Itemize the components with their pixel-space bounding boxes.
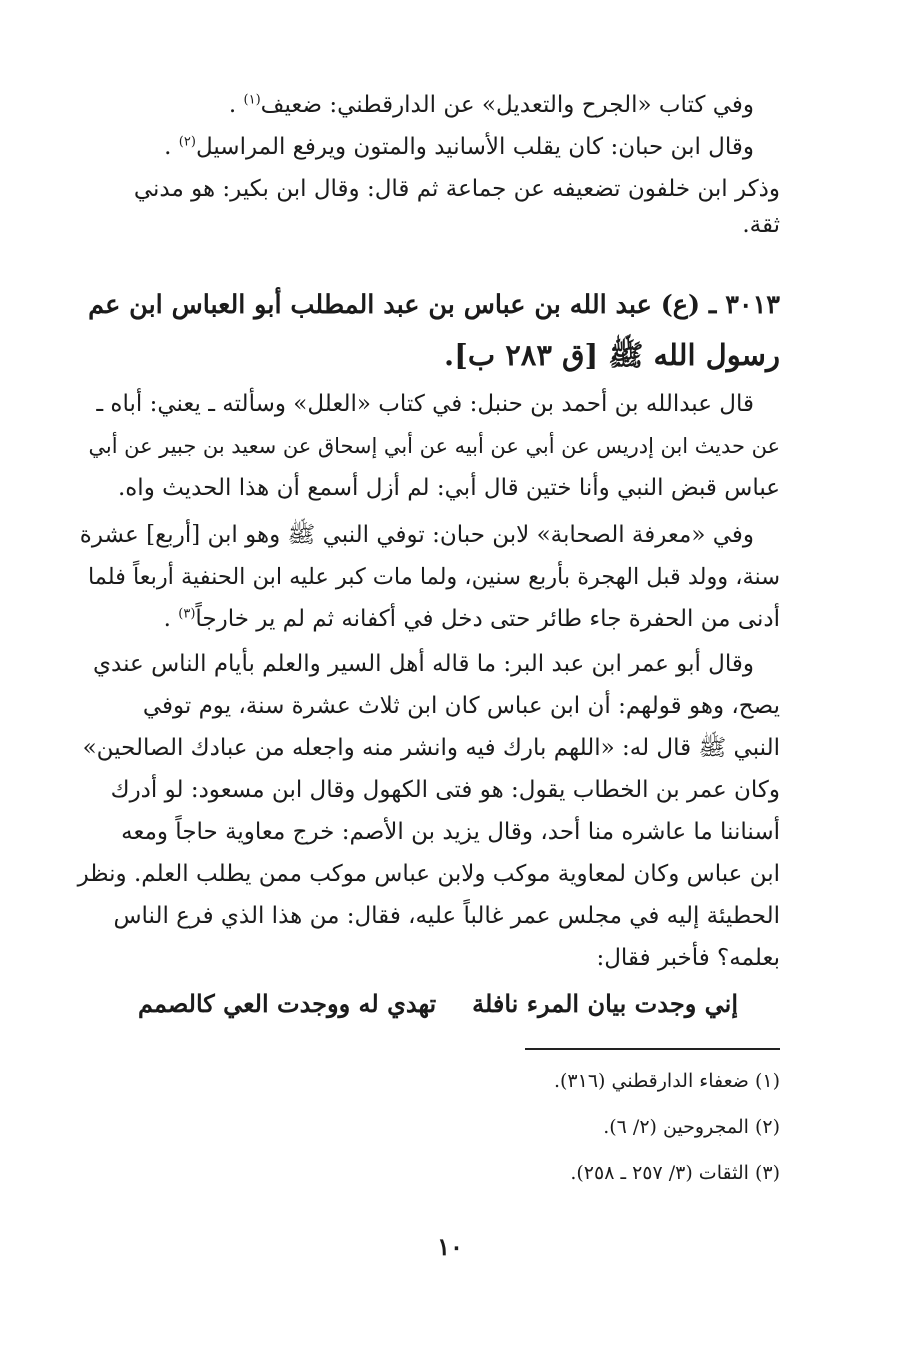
text-line: الحطيئة إليه في مجلس عمر غالباً عليه، فقال: من هذا الذي فرع الناس	[113, 903, 780, 929]
footnote-marker: (٣)	[178, 606, 196, 622]
footnote-1: (١) ضعفاء الدارقطني (٣١٦).	[553, 1070, 780, 1092]
text-line: عباس قبض النبي وأنا ختين قال أبي: لم أزل أسمع أن هذا الحديث واه.	[117, 475, 780, 501]
text-line: ابن عباس وكان لمعاوية موكب ولابن عباس موكب ممن يطلب العلم. ونظر	[77, 861, 780, 887]
text-line: بعلمه؟ فأخبر فقال:	[596, 945, 780, 971]
heading-line: ٣٠١٣ ـ (ع) عبد الله بن عباس بن عبد المطلب أبو العباس ابن عم	[88, 290, 780, 320]
verse-second-hemistich: تهدي له ووجدت العي كالصمم	[138, 989, 437, 1018]
page-number: ١٠	[437, 1232, 463, 1261]
footnote-marker: (١)	[243, 92, 261, 108]
text-line: وقال ابن حبان: كان يقلب الأسانيد والمتون ويرفع المراسيل$^{(٢)}$ .	[164, 134, 754, 160]
verse-first-hemistich: إني وجدت بيان المرء نافلة	[472, 989, 738, 1018]
paragraph-ibn-hibban	[74, 514, 780, 640]
text-line: وكان عمر بن الخطاب يقول: هو فتى الكهول وقال ابن مسعود: لو أدرك	[110, 777, 780, 803]
heading-line: رسول الله ﷺ [ق ٢٨٣ ب].	[444, 338, 780, 372]
text-line: وفي «معرفة الصحابة» لابن حبان: توفي النبي ﷺ وهو ابن [أربع] عشرة	[79, 522, 754, 548]
paragraph-ibn-abd-al-barr	[74, 643, 780, 979]
footnote-3: (٣) الثقات (٣/ ٢٥٧ ـ ٢٥٨).	[570, 1162, 780, 1184]
entry-heading	[74, 280, 780, 380]
paragraph-ibn-hanbal	[74, 383, 780, 509]
footnote-separator	[525, 1048, 780, 1050]
text-line: أسناننا ما عاشره منا أحد، وقال يزيد بن الأصم: خرج معاوية حاجاً ومعه	[121, 819, 780, 845]
text-line: النبي ﷺ قال له: «اللهم بارك فيه وانشر منه واجعله من عبادك الصالحين»	[82, 735, 780, 761]
text-line: وذكر ابن خلفون تضعيفه عن جماعة ثم قال: وقال ابن بكير: هو مدني	[133, 176, 780, 202]
text-line: ثقة.	[742, 212, 780, 238]
text-line: سنة، وولد قبل الهجرة بأربع سنين، ولما مات كبر عليه ابن الحنفية أربعاً فلما	[87, 564, 780, 590]
text-line: وقال أبو عمر ابن عبد البر: ما قاله أهل السير والعلم بأيام الناس عندي	[93, 651, 754, 677]
footnote-marker: (٢)	[178, 134, 196, 150]
footnotes	[400, 1058, 780, 1196]
intro-paragraph	[74, 84, 780, 240]
text-line: يصح، وهو قولهم: أن ابن عباس كان ابن ثلاث عشرة سنة، يوم توفي	[142, 693, 780, 719]
text-line: عن حديث ابن إدريس عن أبي عن أبيه عن أبي إسحاق عن سعيد بن جبير عن أبي	[88, 434, 780, 458]
text-line: قال عبدالله بن أحمد بن حنبل: في كتاب «العلل» وسألته ـ يعني: أباه ـ	[96, 391, 754, 417]
poetry-verse	[138, 984, 738, 1024]
text-line: أدنى من الحفرة جاء طائر حتى دخل في أكفانه ثم لم ير خارجاً$^{(٣)}$ .	[163, 606, 780, 632]
text-line: وفي كتاب «الجرح والتعديل» عن الدارقطني: ضعيف$^{(١)}$ .	[228, 92, 754, 118]
footnote-2: (٢) المجروحين (٢/ ٦).	[603, 1116, 780, 1138]
